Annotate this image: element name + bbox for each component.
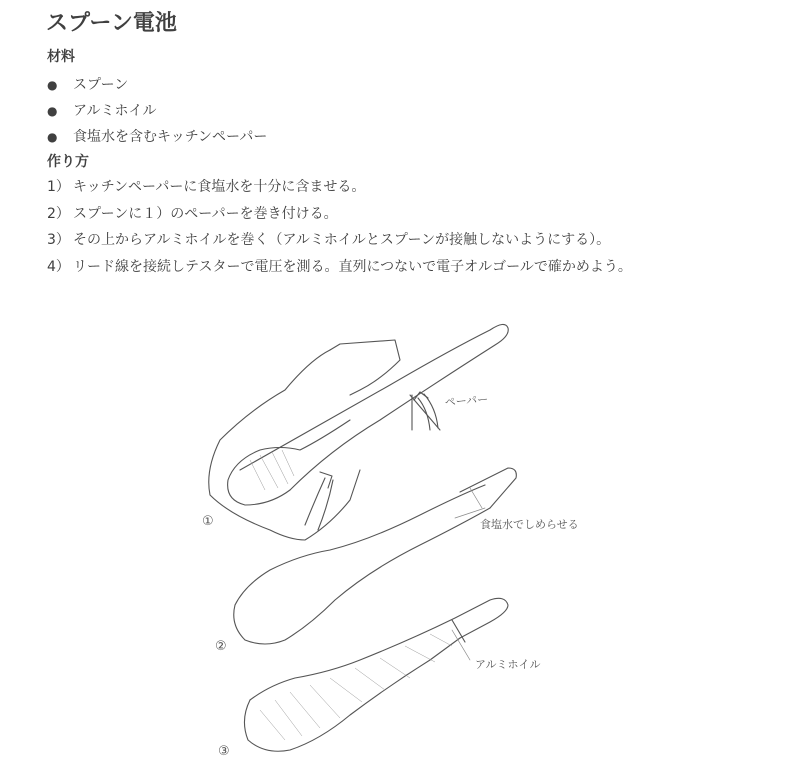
step1-label: ①	[202, 514, 214, 529]
material-label: アルミホイル	[73, 103, 157, 119]
foil-note: アルミホイル	[475, 658, 541, 671]
step-item	[47, 203, 632, 230]
sketch-step3	[218, 598, 541, 759]
step-text: キッチンペーパーに食塩水を十分に含ませる。	[73, 179, 366, 195]
step3-label: ③	[218, 744, 230, 759]
bullet-icon: ●	[47, 104, 58, 118]
bullet-icon: ●	[47, 78, 58, 92]
spoon-battery-sketch	[190, 300, 610, 778]
page-title: スプーン電池	[46, 11, 177, 36]
step-number: 2）	[47, 205, 70, 222]
step-item	[47, 229, 632, 256]
list-item	[47, 124, 267, 150]
step-text: その上からアルミホイルを巻く（アルミホイルとスプーンが接触しないようにする）。	[73, 232, 611, 248]
step2-label: ②	[215, 639, 227, 654]
step-text: スプーンに１）のペーパーを巻き付ける。	[73, 205, 338, 222]
material-label: 食塩水を含むキッチンペーパー	[73, 129, 268, 145]
method-steps	[47, 176, 632, 282]
materials-list	[47, 72, 267, 150]
bullet-icon: ●	[47, 130, 58, 144]
list-item	[47, 72, 267, 98]
list-item	[47, 98, 267, 124]
materials-heading: 材料	[47, 49, 75, 65]
step-number: 4）	[47, 258, 70, 275]
step-number: 3）	[47, 232, 70, 248]
sketch-step2	[215, 468, 579, 654]
sketch-step1	[202, 324, 508, 540]
material-label: スプーン	[73, 77, 129, 93]
step-number: 1）	[47, 179, 70, 195]
step-item	[47, 176, 632, 203]
step-text: リード線を接続しテスターで電圧を測る。直列につないで電子オルゴールで確かめよう。	[73, 258, 632, 275]
method-heading: 作り方	[47, 154, 89, 170]
paper-note: ペーパー	[444, 392, 489, 409]
salt-note: 食塩水でしめらせる	[480, 518, 579, 531]
step-item	[47, 256, 632, 283]
